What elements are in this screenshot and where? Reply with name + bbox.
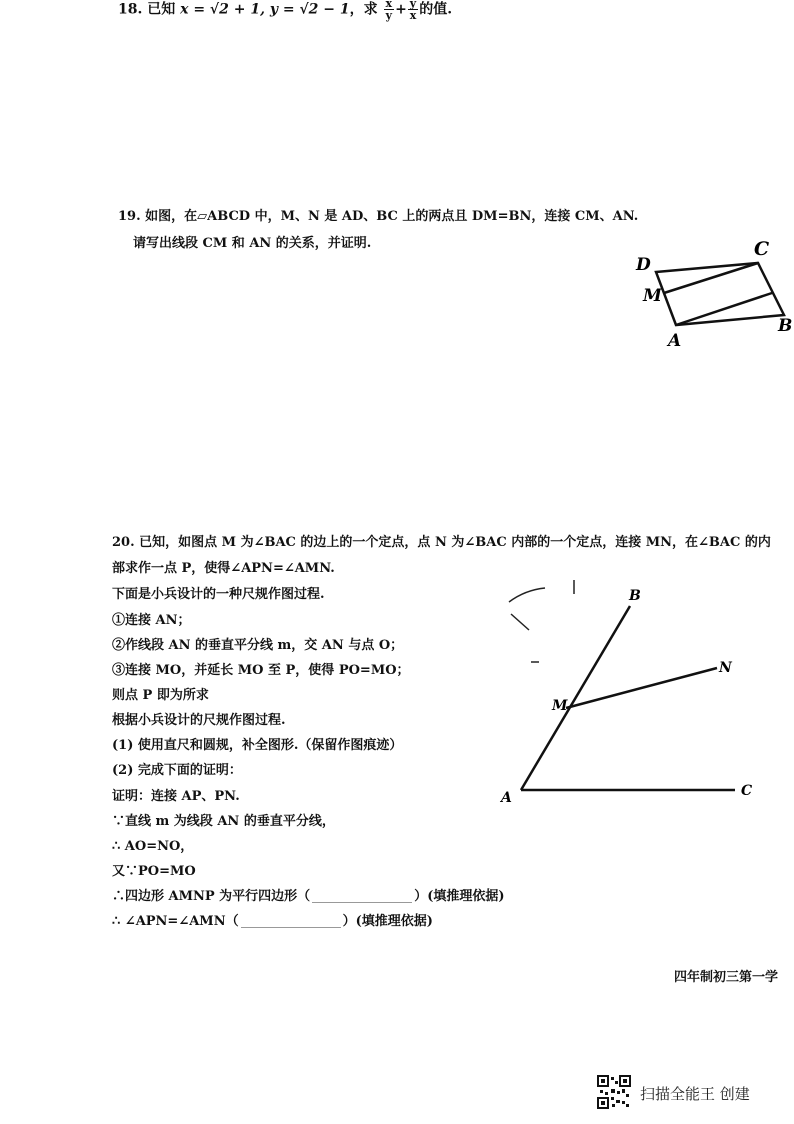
q20-proof-5-start: ∴ ∠APN=∠AMN（ xyxy=(112,914,239,929)
q20-then: 则点 P 即为所求 xyxy=(112,688,209,703)
q18-definition: x = √2 + 1, y = √2 − 1 xyxy=(180,1,350,18)
q20-proof-5-end: ）(填推理依据) xyxy=(342,914,433,929)
q20-proof-3: 又∵PO=MO xyxy=(112,864,196,879)
q18-fraction-1: $\frac{x}{y}$ xyxy=(385,0,393,22)
q18-plus: + xyxy=(395,1,407,18)
stray-mark-2 xyxy=(511,614,529,630)
label-b: B xyxy=(778,316,793,336)
label-m: M xyxy=(643,286,662,306)
q18-suffix: 的值. xyxy=(419,1,453,18)
q18-prefix: 18. 已知 xyxy=(118,1,176,18)
q20-step-2: ②作线段 AN 的垂直平分线 m，交 AN 与点 O； xyxy=(112,638,404,653)
reason-blank-1[interactable] xyxy=(312,890,412,903)
label-n: N xyxy=(719,660,732,676)
qr-code-icon xyxy=(597,1075,631,1109)
ray-ab xyxy=(521,606,630,790)
reason-blank-2[interactable] xyxy=(241,915,341,928)
q20-basis: 根据小兵设计的尺规作图过程. xyxy=(112,713,286,728)
q20-proof-1: ∵直线 m 为线段 AN 的垂直平分线， xyxy=(112,814,335,829)
q20-proof-4-start: ∴四边形 AMNP 为平行四边形（ xyxy=(112,889,311,904)
q20-line-2: 部求作一点 P，使得∠APN=∠AMN. xyxy=(112,561,335,576)
q20-proof-2: ∴ AO=NO， xyxy=(112,839,194,854)
q20-part-1: (1) 使用直尺和圆规，补全图形.（保留作图痕迹） xyxy=(112,738,403,753)
question-18 xyxy=(118,0,452,21)
q20-step-1: ①连接 AN； xyxy=(112,613,191,628)
label-b: B xyxy=(629,588,641,604)
label-m: M xyxy=(552,698,568,714)
q20-proof-4 xyxy=(112,888,505,906)
q19-line-1: 19. 如图，在▱ABCD 中，M、N 是 AD、BC 上的两点且 DM=BN，连接 CM、AN. xyxy=(118,209,639,224)
parallelogram-abcd xyxy=(656,263,784,325)
label-a: A xyxy=(668,331,682,350)
label-c: C xyxy=(754,238,770,260)
q20-proof-4-end: ）(填推理依据) xyxy=(414,889,505,904)
q20-line-1: 20. 已知，如图点 M 为∠BAC 的边上的一个定点，点 N 为∠BAC 内部的一个定点，连接 MN，在∠BAC 的内 xyxy=(112,535,771,550)
stray-mark-1 xyxy=(509,588,545,602)
q19-line-2: 请写出线段 CM 和 AN 的关系，并证明. xyxy=(133,236,372,251)
q18-fraction-2: $\frac{y}{x}$ xyxy=(409,0,417,22)
angle-figure xyxy=(495,570,785,810)
q20-part-2: (2) 完成下面的证明： xyxy=(112,763,242,778)
q20-proof-0: 证明：连接 AP、PN. xyxy=(112,789,240,804)
q20-proof-5 xyxy=(112,913,433,931)
q20-step-3: ③连接 MO，并延长 MO 至 P，使得 PO=MO； xyxy=(112,663,410,678)
footer-partial-title: 四年制初三第一学 xyxy=(674,970,779,985)
label-a: A xyxy=(501,790,512,806)
label-d: D xyxy=(636,255,651,275)
scanner-watermark: 扫描全能王 创建 xyxy=(640,1085,750,1103)
parallelogram-figure xyxy=(630,235,794,350)
label-c: C xyxy=(741,783,753,799)
q18-ask: ，求 xyxy=(349,1,378,18)
q20-line-3: 下面是小兵设计的一种尺规作图过程. xyxy=(112,587,325,602)
